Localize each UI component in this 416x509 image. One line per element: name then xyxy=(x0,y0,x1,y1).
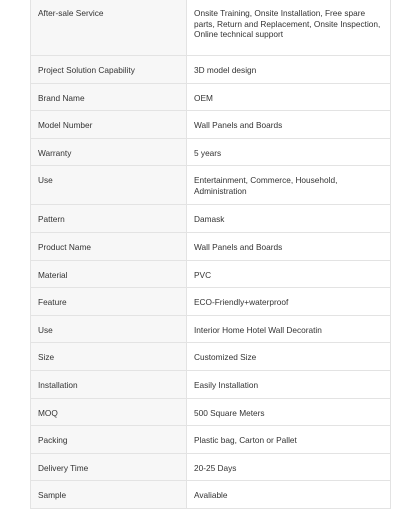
spec-row-packing xyxy=(31,426,391,454)
spec-row-project-solution-capability xyxy=(31,56,391,84)
spec-label: Installation xyxy=(31,370,187,398)
spec-value: 20-25 Days xyxy=(187,453,391,481)
spec-value: 5 years xyxy=(187,138,391,166)
spec-row-material xyxy=(31,260,391,288)
spec-row-model-number xyxy=(31,111,391,139)
spec-label: Feature xyxy=(31,288,187,316)
spec-label: Use xyxy=(31,166,187,205)
spec-label: MOQ xyxy=(31,398,187,426)
spec-value: Easily Installation xyxy=(187,370,391,398)
spec-row-pattern xyxy=(31,205,391,233)
spec-value: Onsite Training, Onsite Installation, Free spare parts, Return and Replacement, Onsite Inspection, Online technical support xyxy=(187,0,391,56)
spec-label: Packing xyxy=(31,426,187,454)
spec-value: Wall Panels and Boards xyxy=(187,111,391,139)
spec-value: OEM xyxy=(187,83,391,111)
spec-value: Customized Size xyxy=(187,343,391,371)
spec-row-after-sale-service xyxy=(31,0,391,56)
spec-value: Avaliable xyxy=(187,481,391,509)
spec-row-use-interior xyxy=(31,315,391,343)
spec-value: Wall Panels and Boards xyxy=(187,232,391,260)
spec-row-installation xyxy=(31,370,391,398)
spec-value: 3D model design xyxy=(187,56,391,84)
spec-label: Material xyxy=(31,260,187,288)
spec-row-moq xyxy=(31,398,391,426)
spec-label: Use xyxy=(31,315,187,343)
spec-label: Brand Name xyxy=(31,83,187,111)
spec-row-product-name xyxy=(31,232,391,260)
product-spec-table xyxy=(30,0,391,509)
spec-value: PVC xyxy=(187,260,391,288)
spec-value: 500 Square Meters xyxy=(187,398,391,426)
spec-value: Damask xyxy=(187,205,391,233)
spec-row-delivery-time xyxy=(31,453,391,481)
spec-value: Interior Home Hotel Wall Decoratin xyxy=(187,315,391,343)
spec-label: Project Solution Capability xyxy=(31,56,187,84)
spec-row-sample xyxy=(31,481,391,509)
spec-row-size xyxy=(31,343,391,371)
spec-value: Entertainment, Commerce, Household, Administration xyxy=(187,166,391,205)
spec-value: Plastic bag, Carton or Pallet xyxy=(187,426,391,454)
spec-row-feature xyxy=(31,288,391,316)
spec-label: Size xyxy=(31,343,187,371)
spec-label: Delivery Time xyxy=(31,453,187,481)
spec-label: Pattern xyxy=(31,205,187,233)
spec-row-warranty xyxy=(31,138,391,166)
spec-label: After-sale Service xyxy=(31,0,187,56)
spec-value: ECO-Friendly+waterproof xyxy=(187,288,391,316)
spec-row-brand-name xyxy=(31,83,391,111)
spec-label: Model Number xyxy=(31,111,187,139)
spec-row-use xyxy=(31,166,391,205)
spec-label: Product Name xyxy=(31,232,187,260)
spec-label: Sample xyxy=(31,481,187,509)
spec-label: Warranty xyxy=(31,138,187,166)
